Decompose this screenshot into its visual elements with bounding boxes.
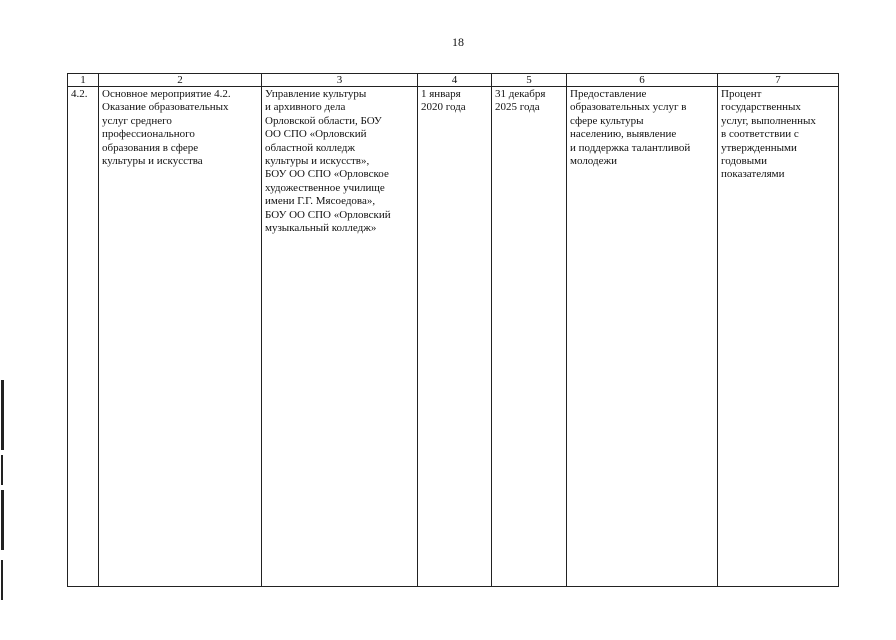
- column-header: 2: [99, 74, 262, 87]
- indicator: Процент государственных услуг, выполненных в соответствии с утвержденными годовыми показателями: [721, 88, 816, 181]
- table-header-row: [68, 74, 839, 87]
- column-header: 1: [68, 74, 99, 87]
- expected-result: Предоставление образовательных услуг в сфере культуры населению, выявление и поддержка талантливой молодежи: [570, 88, 691, 168]
- end-date-cell: [492, 87, 567, 587]
- start-date-cell: [418, 87, 492, 587]
- event-cell: [99, 87, 262, 587]
- scan-margin-artifact: [0, 0, 10, 640]
- page-number: 18: [452, 35, 464, 49]
- column-header: 6: [567, 74, 718, 87]
- end-date: 31 декабря 2025 года: [495, 88, 546, 114]
- event-name: Основное мероприятие 4.2. Оказание образовательных услуг среднего профессионального образования в сфере культуры и искусства: [102, 88, 231, 168]
- executor-cell: [262, 87, 418, 587]
- column-header: 3: [262, 74, 418, 87]
- table-row: [68, 87, 839, 587]
- column-header: 4: [418, 74, 492, 87]
- row-number-cell: [68, 87, 99, 587]
- start-date: 1 января 2020 года: [421, 88, 466, 114]
- column-header: 7: [718, 74, 839, 87]
- indicator-cell: [718, 87, 839, 587]
- result-cell: [567, 87, 718, 587]
- column-header: 5: [492, 74, 567, 87]
- row-number: 4.2.: [71, 88, 88, 100]
- executor-name: Управление культуры и архивного дела Орловской области, БОУ ОО СПО «Орловский областной колледж культуры и искусств», БОУ ОО СПО «Орловское художественное училище имени Г.Г. Мясоедова», БОУ ОО СПО «Орловский музыкальный колледж»: [265, 88, 391, 235]
- activity-table: [67, 73, 839, 587]
